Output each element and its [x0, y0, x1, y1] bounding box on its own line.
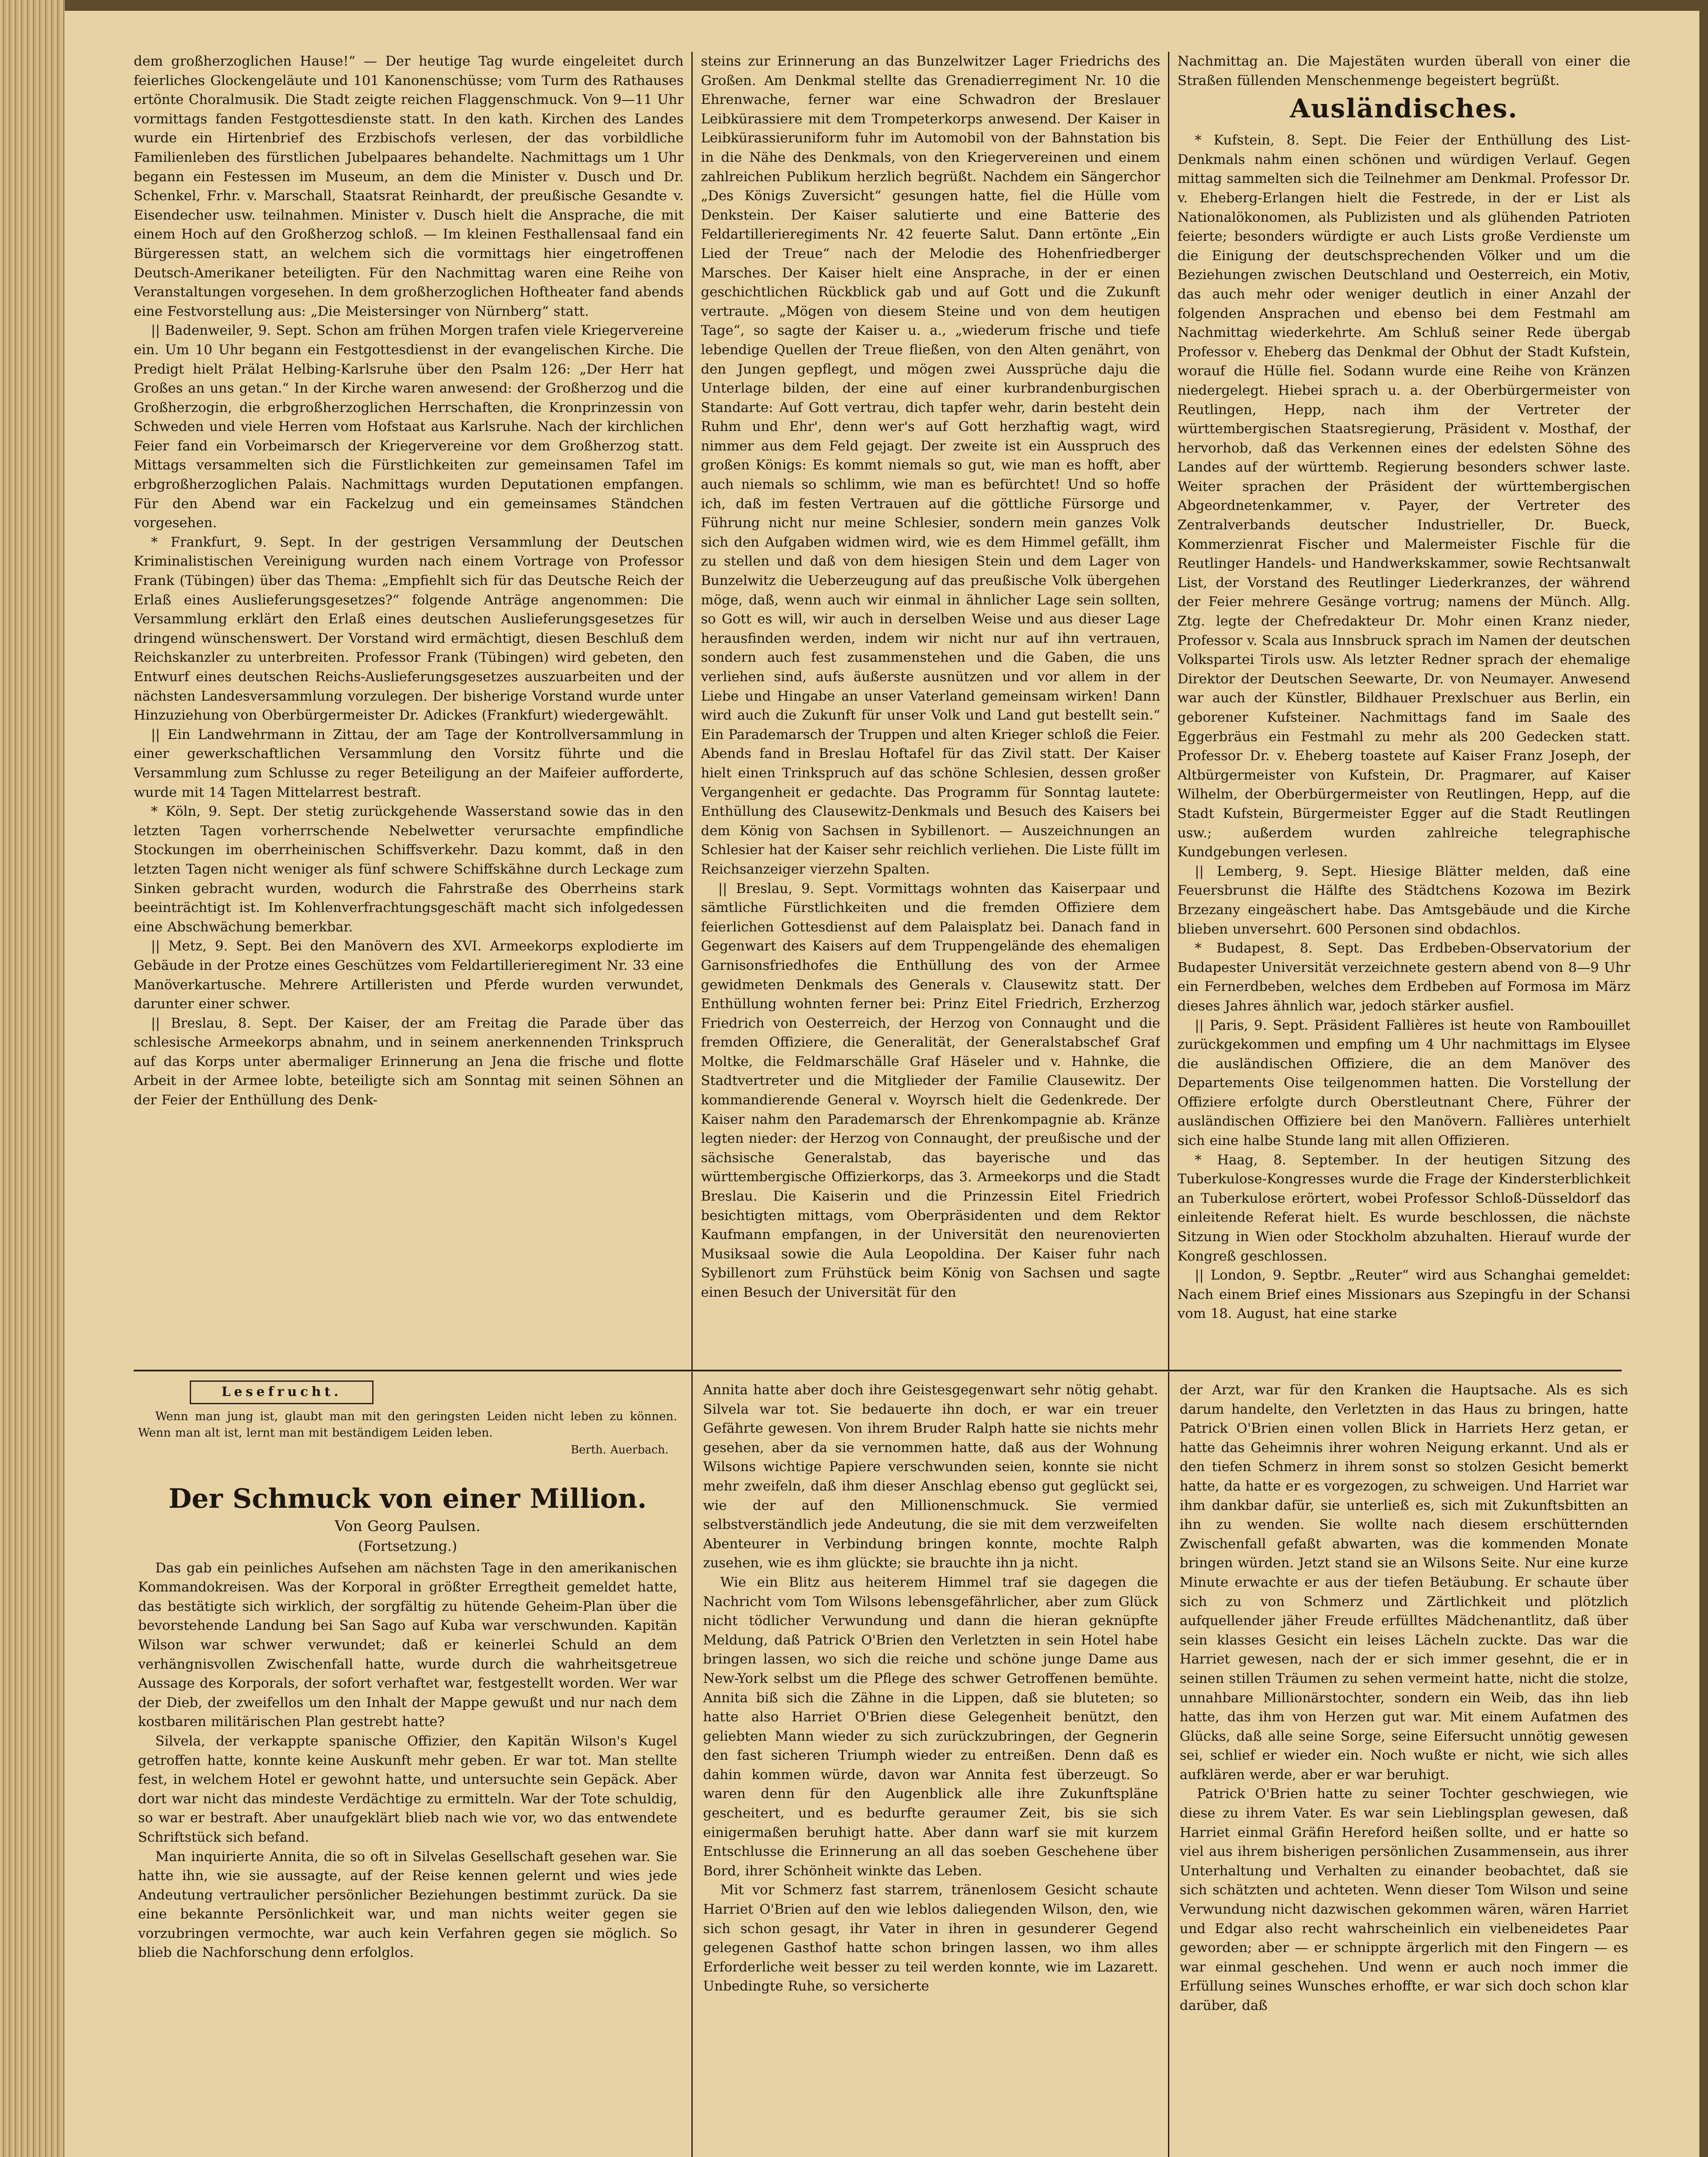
news-paragraph: Nachmittag an. Die Majestäten wurden überall von einer die Straßen füllenden Menschenmenge begeistert begrüßt. — [1177, 53, 1630, 88]
news-item-london: || London, 9. Septbr. „Reuter“ wird aus Schanghai gemeldet: Nach einem Brief eines Missionars aus Szepingfu in der Schansi vom 18. August, hat eine starke — [1177, 1267, 1630, 1322]
column-rule — [691, 1372, 693, 2157]
novel-paragraph: Man inquirierte Annita, die so oft in Silvelas Gesellschaft gesehen war. Sie hatte ihn, wie sie aussagte, auf der Reise kennen gelernt und wies jede Andeutung vertraulicher persönlicher Beziehungen bestimmt zurück. Da sie eine bekannte Persönlichkeit war, und man nichts weiter gegen sie vorzubringen vermochte, war auch kein Verfahren gegen sie möglich. So blieb die Nachforschung denn erfolglos. — [138, 1849, 677, 1961]
news-item-breslau-1: || Breslau, 8. Sept. Der Kaiser, der am Freitag die Parade über das schlesische Armeekorps abnahm, und in seinem anerkennenden Trinkspruch auf das Korps unter abermaliger Erinnerung an Jena die frische und flotte Arbeit in der Armee lobte, beteiligte sich am Sonntag mit seinen Söhnen an der Feier der Enthüllung des Denk- — [134, 1015, 684, 1108]
news-item-koeln: * Köln, 9. Sept. Der stetig zurückgehende Wasserstand sowie das in den letzten Tagen vorherrschende Nebelwetter verursachte empfindliche Stockungen im oberrheinischen Schiffsverkehr. Dazu kommt, daß in den letzten Tagen nicht weniger als fünf schwere Schiffskähne durch Leckage zum Sinken gebracht wurden, wodurch die Fahrstraße des Oberrheins stark beeinträchtigt ist. Im Kohlenverfrachtungsgeschäft macht sich infolgedessen eine Abschwächung bemerkbar. — [134, 804, 684, 935]
novel-title: Der Schmuck von einer Million. — [168, 1482, 647, 1514]
news-paragraph: steins zur Erinnerung an das Bunzelwitzer Lager Friedrichs des Großen. Am Denkmal stellte das Grenadierregiment Nr. 10 die Ehrenwache, ferner war eine Schwadron der Breslauer Leibkürassiere mit dem Trompeterkorps anwesend. Der Kaiser in Leibkürassieruniform fuhr im Automobil von der Bahnstation bis in die Nähe des Denkmals, von den Kriegervereinen und einem zahlreichen Publikum herzlich begrüßt. Nachdem ein Sängerchor „Des Königs Zuversicht“ gesungen hatte, fiel die Hülle vom Denkstein. Der Kaiser salutierte und eine Batterie des Feldartillerieregiments Nr. 42 feuerte Salut. Dann ertönte „Ein Lied der Treue“ nach der Melodie des Hohenfriedberger Marsches. Der Kaiser hielt eine Ansprache, in der er einen geschichtlichen Rückblick gab und auf Gott und die Zukunft vertraute. „Mögen von diesem Steine und von dem heutigen Tage“, so sagte der Kaiser u. a., „wiederum frische und tiefe lebendige Quellen der Treue fließen, von den Alten genährt, von den Jungen gepflegt, und mögen zwei Aussprüche daju die Unterlage bilden, der eine auf einer kurbrandenburgischen Standarte: Auf Gott vertrau, dich tapfer wehr, darin besteht dein Ruhm und Ehr', denn wer's auf Gott herzhaftig wagt, wird nimmer aus dem Feld gejagt. Der zweite ist ein Ausspruch des großen Königs: Es kommt niemals so gut, wie man es hofft, aber auch niemals so schlimm, wie man es befürchtet! Und so hoffe ich, daß im festen Vertrauen auf die göttliche Fürsorge und Führung nicht nur meine Schlesier, sondern mein ganzes Volk sich den Aufgaben widmen wird, wie es dem Himmel gefällt, ihm zu stellen und daß von dem hiesigen Stein und dem Lager von Bunzelwitz die Ueberzeugung auf das preußische Volk übergehen möge, daß, wenn auch wir einmal in ähnlicher Lage sein sollten, so Gott es will, wir auch in derselben Weise und aus dieser Lage herausfinden werden, indem wir nicht nur auf ihn vertrauen, sondern auch fest zusammenstehen und die Gaben, die uns verliehen sind, aufs äußerste ausnützen und vor allem in der Liebe und Hingabe an unser Vaterland gemeinsam wirken! Dann wird auch die Zukunft für unser Volk und Land gut bestellt sein.“ Ein Parademarsch der Truppen und alten Krieger schloß die Feier. Abends fand in Breslau Hoftafel für das Zivil statt. Der Kaiser hielt einen Trinkspruch auf das schöne Schlesien, dessen großer Vergangenheit er gedachte. Das Programm für Sonntag lautete: Enthüllung des Clausewitz-Denkmals und Besuch des Kaisers bei dem König von Sachsen in Sybillenort. — Auszeichnungen an Schlesier hat der Kaiser sehr reichlich verliehen. Die Liste füllt im Reichsanzeiger vierzehn Spalten. — [701, 53, 1160, 877]
news-item-paris: || Paris, 9. Sept. Präsident Fallières ist heute von Rambouillet zurückgekommen und empfing um 4 Uhr nachmittags im Elysee die ausländischen Offiziere, die an dem Manöver des Departements Oise teilgenommen hatten. Die Vorstellung der Offiziere erfolgte durch Oberstleutnant Chere, Führer der ausländischen Offiziere bei den Manövern. Fallières unterhielt sich eine halbe Stunde lang mit allen Offizieren. — [1177, 1017, 1630, 1149]
feuilleton-column-3 — [1180, 1380, 1628, 2157]
news-column-2 — [701, 52, 1160, 1368]
novel-paragraph: Silvela, der verkappte spanische Offizier, den Kapitän Wilson's Kugel getroffen hatte, konnte keine Auskunft mehr geben. Er war tot. Man stellte fest, in welchem Hotel er gewohnt hatte, und untersuchte sein Gepäck. Aber dort war nicht das mindeste Verdächtige zu ermitteln. War der Tote schuldig, so war er bestraft. Aber unaufgeklärt blieb nach wie vor, wo das entwendete Schriftstück sich befand. — [138, 1733, 677, 1845]
novel-continuation: (Fortsetzung.) — [358, 1538, 457, 1554]
novel-paragraph: Das gab ein peinliches Aufsehen am nächsten Tage in den amerikanischen Kommandokreisen. Was der Korporal in größter Erregtheit gemeldet hatte, das bestätigte sich wirklich, der sorgfältig zu hütende Geheim-Plan über die bevorstehende Landung bei San Sago auf Kuba war verschwunden. Kapitän Wilson war schwer verwundet; daß er keinerlei Schuld an dem verhängnisvollen Zwischenfall hatte, wurde durch die wahrheitsgetreue Aussage des Korporals, der sofort verhaftet war, festgestellt worden. Wer war der Dieb, der zweifellos um den Inhalt der Mappe gewußt und nur nach dem kostbaren militärischen Plan gestrebt hatte? — [138, 1560, 677, 1730]
novel-paragraph: Annita hatte aber doch ihre Geistesgegenwart sehr nötig gehabt. Silvela war tot. Sie bedauerte ihn doch, er war ein treuer Gefährte gewesen. Von ihrem Bruder Ralph hatte sie nichts mehr gesehen, aber da sie vernommen hatte, daß aus der Wohnung Wilsons wichtige Papiere verschwunden seien, konnte sie nicht mehr zweifeln, daß ihm dieser Anschlag ebenso gut geglückt sei, wie der auf den Millionenschmuck. Sie vermied selbstverständlich jede Andeutung, die sie mit dem verzweifelten Abenteurer in Verbindung bringen konnte, mochte Ralph zusehen, wie es ihm glückte; sie brauchte ihn ja nicht. — [703, 1382, 1158, 1571]
novel-author: Von Georg Paulsen. — [335, 1517, 480, 1535]
book-binding-edge — [0, 0, 65, 2157]
news-paragraph: dem großherzoglichen Hause!“ — Der heutige Tag wurde eingeleitet durch feierliches Glockengeläute und 101 Kanonenschüsse; vom Turm des Rathauses ertönte Choralmusik. Die Stadt zeigte reichen Flaggenschmuck. Von 9—11 Uhr vormittags fanden Festgottesdienste statt. In den kath. Kirchen des Landes wurde ein Hirtenbrief des Erzbischofs verlesen, der das vorbildliche Familienleben des fürstlichen Jubelpaares behandelte. Nachmittags um 1 Uhr begann ein Festessen im Museum, an dem die Minister v. Dusch und Dr. Schenkel, Frhr. v. Marschall, Staatsrat Reinhardt, der preußische Gesandte v. Eisendecher usw. teilnahmen. Minister v. Dusch hielt die Ansprache, die mit einem Hoch auf den Großherzog schloß. — Im kleinen Festhallensaal fand ein Bürgeressen statt, an welchem sich die vormittags hier eingetroffenen Deutsch-Amerikaner beteiligten. Für den Nachmittag waren eine Reihe von Veranstaltungen vorgesehen. In dem großherzoglichen Hoftheater fand abends eine Festvorstellung aus: „Die Meistersinger von Nürnberg“ statt. — [134, 53, 684, 319]
column-rule — [1168, 52, 1169, 1370]
news-item-metz: || Metz, 9. Sept. Bei den Manövern des XVI. Armeekorps explodierte im Gebäude in der Protze eines Geschützes vom Feldartillerieregiment Nr. 33 eine Manöverkartusche. Mehrere Artilleristen und Pferde wurden verwundet, darunter einer schwer. — [134, 938, 684, 1012]
column-rule — [1168, 1372, 1169, 2157]
section-divider — [134, 1370, 1622, 1371]
novel-paragraph: Mit vor Schmerz fast starrem, tränenlosem Gesicht schaute Harriet O'Brien auf den wie leblos daliegenden Wilson, den, wie sich schon gesagt, ihr Vater in ihren in gesunderer Gegend gelegenen Gasthof hatte schon bringen lassen, wo ihm alles Erforderliche weit besser zu teil werden konnte, wie im Lazarett. Unbedingte Ruhe, so versicherte — [703, 1882, 1158, 1994]
lesefrucht-title: Lesefrucht. — [190, 1380, 374, 1404]
news-item-haag: * Haag, 8. September. In der heutigen Sitzung des Tuberkulose-Kongresses wurde die Frage der Kindersterblichkeit an Tuberkulose erörtert, wobei Professor Schloß-Düsseldorf das einleitende Referat hielt. Es wurde beschlossen, die nächste Sitzung in Wien oder Stockholm abzuhalten. Hierauf wurde der Kongreß geschlossen. — [1177, 1152, 1630, 1264]
novel-paragraph: Patrick O'Brien hatte zu seiner Tochter geschwiegen, wie diese zu ihrem Vater. Es war sein Lieblingsplan gewesen, daß Harriet einmal Gräfin Hereford heißen sollte, und er hatte so viel aus ihrem bisherigen persönlichen Zusammensein, aus ihrer Unterhaltung und Verhalten zu einander beobachtet, daß sie sich schätzten und achteten. Wenn dieser Tom Wilson und seine Verwundung nicht dazwischen gekommen wären, wären Harriet und Edgar also recht wahrscheinlich ein vielbeneidetes Paar geworden; aber — er schnippte ärgerlich mit den Fingern — es war einmal geschehen. Und wenn er auch noch immer die Erfüllung seines Wunsches erhoffte, er war sich doch schon klar darüber, daß — [1180, 1786, 1628, 2013]
novel-paragraph: der Arzt, war für den Kranken die Hauptsache. Als es sich darum handelte, den Verletzten in das Haus zu bringen, hatte Patrick O'Brien einen vollen Blick in Harriets Herz getan, er hatte das Geheimnis ihrer wohren Neigung erkannt. Und als er den tiefen Schmerz in ihrem sonst so stolzen Gesicht bemerkt hatte, da hatte er es vorgezogen, zu schweigen. Und Harriet war ihm dankbar dafür, sie unterließ es, sich mit Zukunftsbitten an ihn zu wenden. Sie wollte nach diesem erschütternden Zwischenfall gefaßt abwarten, was die kommenden Monate bringen würden. Jetzt stand sie an Wilsons Seite. Nur eine kurze Minute erwachte er aus der tiefen Betäubung. Er schaute über sich zu von Schmerz und Zärtlichkeit und plötzlich aufquellender jäher Freude erfülltes Mädchenantlitz, daß über sein klasses Gesicht ein leises Lächeln zuckte. Das war die Harriet gewesen, nach der er sich immer gesehnt, die er in seinen stillen Träumen zu sehen vermeint hatte, nicht die stolze, unnahbare Millionärstochter, sondern ein Weib, das ihn lieb hatte, das ihm von Herzen gut war. Mit einem Aufatmen des Glücks, daß alle seine Sorge, seine Eifersucht unnötig gewesen sei, schlief er wieder ein. Noch wußte er nicht, wie sich alles aufklären werde, aber er war beruhigt. — [1180, 1382, 1628, 1783]
news-item-kufstein: * Kufstein, 8. Sept. Die Feier der Enthüllung des List-Denkmals nahm einen schönen und würdigen Verlauf. Gegen mittag sammelten sich die Teilnehmer am Denkmal. Professor Dr. v. Eheberg-Erlangen hielt die Festrede, in der er List als Nationalökonomen, als Publizisten und als glühenden Patrioten feierte; besonders würdigte er auch Lists große Verdienste um die Einigung der deutschsprechenden Völker und um die Beziehungen zwischen Deutschland und Oesterreich, ein Motiv, das auch mehr oder weniger deutlich in einer Anzahl der folgenden Ansprachen und ebenso bei dem Festmahl am Nachmittag wiederkehrte. Am Schluß seiner Rede übergab Professor v. Eheberg das Denkmal der Obhut der Stadt Kufstein, worauf die Hülle fiel. Sodann wurde eine Reihe von Kränzen niedergelegt. Hiebei sprach u. a. der Oberbürgermeister von Reutlingen, Hepp, nach ihm der Vertreter der württembergischen Staatsregierung, Präsident v. Mosthaf, der hervorhob, daß das Verkennen eines der edelsten Söhne des Landes auf der württemb. Regierung besonders schwer laste. Weiter sprachen der Präsident der württembergischen Abgeordnetenkammer, v. Payer, der Vertreter des Zentralverbands deutscher Industrieller, Dr. Bueck, Kommerzienrat Fischer und Malermeister Fischle für die Reutlinger Handels- und Handwerkskammer, sowie Rechtsanwalt List, der Vorstand des Reutlinger Liederkranzes, der während der Feier mehrere Gesänge vortrug; namens der Münch. Allg. Ztg. legte der Chefredakteur Dr. Mohr einen Kranz nieder, Professor v. Scala aus Innsbruck sprach im Namen der deutschen Volkspartei Tirols usw. Als letzter Redner sprach der ehemalige Direktor der Deutschen Seewarte, Dr. von Neumayer. Anwesend war auch der Künstler, Bildhauer Prexlschuer aus Berlin, ein geborener Kufsteiner. Nachmittags fand im Saale des Eggerbräus ein Festmahl zu mehr als 200 Gedecken statt. Professor Dr. v. Eheberg toastete auf Kaiser Franz Joseph, der Altbürgermeister von Kufstein, Dr. Pragmarer, auf Kaiser Wilhelm, der Oberbürgermeister von Reutlingen, Hepp, auf die Stadt Kufstein, Bürgermeister Egger auf die Stadt Reutlingen usw.; außerdem wurden zahlreiche telegraphische Kundgebungen verlesen. — [1177, 132, 1630, 860]
news-item-badenweiler: || Badenweiler, 9. Sept. Schon am frühen Morgen trafen viele Kriegervereine ein. Um 10 Uhr begann ein Festgottesdienst in der evangelischen Kirche. Die Predigt hielt Prälat Helbing-Karlsruhe über den Psalm 126: „Der Herr hat Großes an uns getan.“ In der Kirche waren anwesend: der Großherzog und die Großherzogin, die erbgroßherzoglichen Herrschaften, die Kronprinzessin von Schweden und viele Herren vom Hofstaat aus Karlsruhe. Nach der kirchlichen Feier fand ein Vorbeimarsch der Kriegervereine vor dem Großherzog statt. Mittags versammelten sich die Fürstlichkeiten zur gemeinsamen Tafel im erbgroßherzoglichen Palais. Nachmittags wurden Deputationen empfangen. Für den Abend war ein Fackelzug und ein gemeinsames Ständchen vorgesehen. — [134, 323, 684, 531]
news-item-frankfurt: * Frankfurt, 9. Sept. In der gestrigen Versammlung der Deutschen Kriminalistischen Vereinigung wurden nach einem Vortrage von Professor Frank (Tübingen) über das Thema: „Empfiehlt sich für das Deutsche Reich der Erlaß eines Auslieferungsgesetzes?“ folgende Anträge angenommen: Die Versammlung erklärt den Erlaß eines deutschen Auslieferungsgesetzes für dringend wünschenswert. Der Vorstand wird ermächtigt, diesen Beschluß dem Reichskanzler zu unterbreiten. Professor Frank (Tübingen) wird gebeten, den Entwurf eines deutschen Reichs-Auslieferungsgesetzes auszuarbeiten und der nächsten Landesversammlung vorzulegen. Der bisherige Vorstand wurde unter Hinzuziehung von Oberbürgermeister Dr. Adickes (Frankfurt) wiedergewählt. — [134, 534, 684, 723]
feuilleton-column-2 — [703, 1380, 1158, 2157]
news-item-breslau-2: || Breslau, 9. Sept. Vormittags wohnten das Kaiserpaar und sämtliche Fürstlichkeiten und die fremden Offiziere dem feierlichen Gottesdienst auf dem Palaisplatz bei. Danach fand in Gegenwart des Kaisers auf dem Truppengelände des ehemaligen Garnisonsfriedhofes die Enthüllung des von der Armee gewidmeten Denkmals des Generals v. Clausewitz statt. Der Enthüllung wohnten ferner bei: Prinz Eitel Friedrich, Erzherzog Friedrich von Oesterreich, der Herzog von Connaught und die fremden Offiziere, die Generalität, der Generalstabschef Graf Moltke, die Feldmarschälle Graf Häseler und v. Hahnke, die Stadtvertreter und die Mitglieder der Familie Clausewitz. Der kommandierende General v. Woyrsch hielt die Gedenkrede. Der Kaiser nahm den Parademarsch der Ehrenkompagnie ab. Kränze legten nieder: der Herzog von Connaught, der preußische und der sächsische Generalstab, das bayerische und das württembergische Offizierkorps, das 3. Armeekorps und die Stadt Breslau. Die Kaiserin und die Prinzessin Eitel Friedrich besichtigten mittags, vom Oberpräsidenten und dem Rektor Kaufmann empfangen, in der Universität den neurenovierten Musiksaal sowie die Aula Leopoldina. Der Kaiser fuhr nach Sybillenort zum Frühstück beim König von Sachsen und sagte einen Besuch der Universität für den — [701, 880, 1160, 1300]
news-item-budapest: * Budapest, 8. Sept. Das Erdbeben-Observatorium der Budapester Universität verzeichnete gestern abend von 8—9 Uhr ein Fernerdbeben, welches dem Erdbeben auf Formosa im März dieses Jahres ähnlich war, jedoch stärker ausfiel. — [1177, 940, 1630, 1014]
news-column-3 — [1177, 52, 1630, 1368]
newspaper-page — [65, 11, 1699, 2157]
lesefrucht-quote: Wenn man jung ist, glaubt man mit den geringsten Leiden nicht leben zu können. Wenn man alt ist, lernt man mit beständigem Leiden leben. — [138, 1409, 677, 1440]
lesefrucht-author: Berth. Auerbach. — [571, 1443, 669, 1456]
news-item-lemberg: || Lemberg, 9. Sept. Hiesige Blätter melden, daß eine Feuersbrunst die Hälfte des Städtchens Kozowa im Bezirk Brzezany eingeäschert habe. Das Amtsgebäude und die Kirche blieben unversehrt. 600 Personen sind obdachlos. — [1177, 863, 1630, 937]
news-column-1 — [134, 52, 684, 1368]
column-rule — [691, 52, 693, 1370]
news-item-zittau: || Ein Landwehrmann in Zittau, der am Tage der Kontrollversammlung in einer gewerkschaftlichen Versammlung den Vorsitz führte und die Versammlung zum Schlusse zu reger Beteiligung an der Maifeier aufforderte, wurde mit 14 Tagen Mittelarrest bestraft. — [134, 726, 684, 800]
novel-paragraph: Wie ein Blitz aus heiterem Himmel traf sie dagegen die Nachricht vom Tom Wilsons lebensgefährlicher, aber zum Glück nicht tödlicher Verwundung und dann die hieran geknüpfte Meldung, daß Patrick O'Brien den Verletzten in sein Hotel habe bringen lassen, wo sich die reiche und schöne junge Dame aus New-York selbst um die Pflege des schwer Getroffenen bemühte. Annita biß sich die Zähne in die Lippen, daß sie bluteten; so hatte also Harriet O'Brien diese Gelegenheit benützt, den geliebten Mann wieder zu sich zurückzubringen, der Gegnerin den fast sicheren Triumph wieder zu entreißen. Denn daß es dahin kommen würde, davon war Annita fest überzeugt. So waren denn für den Augenblick alle ihre Zukunftspläne gescheitert, und es bedurfte geraumer Zeit, bis sie sich einigermaßen beruhigt hatte. Aber dann warf sie mit kurzem Entschlusse die Erinnerung an all das soeben Geschehene über Bord, ihrer Schönheit winkte das Leben. — [703, 1574, 1158, 1879]
section-heading-auslaendisches: Ausländisches. — [1290, 94, 1518, 124]
feuilleton-column-1 — [138, 1380, 677, 2157]
